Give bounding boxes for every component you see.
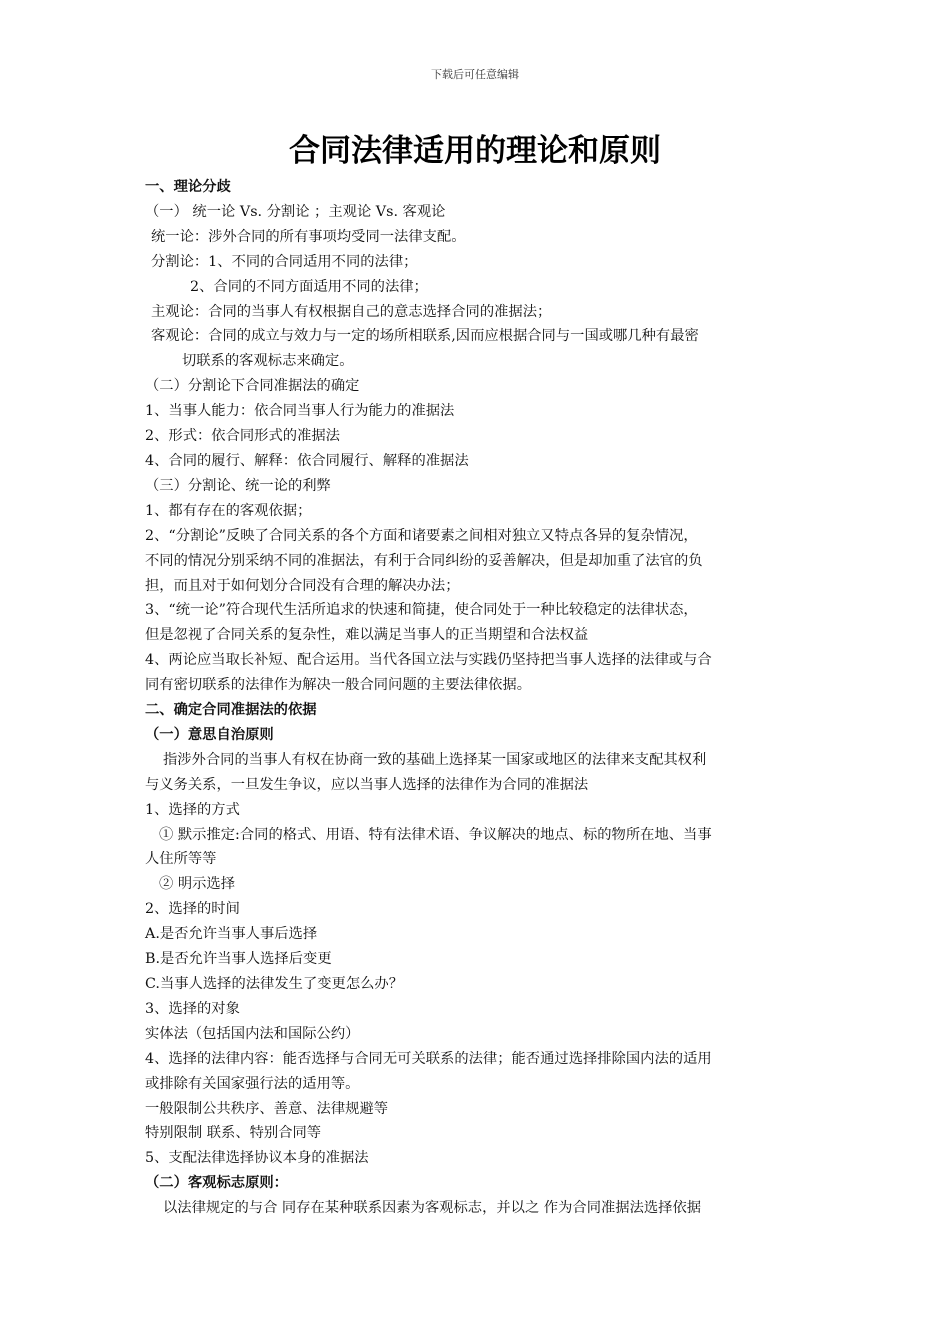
paragraph-line: 5、支配法律选择协议本身的准据法	[145, 1150, 369, 1167]
paragraph-line: 实体法（包括国内法和国际公约）	[145, 1025, 360, 1042]
section-heading-1: 一、理论分歧	[145, 179, 231, 195]
paragraph-line: 1、当事人能力：依合同当事人行为能力的准据法	[145, 403, 455, 420]
paragraph-line: 1、都有存在的客观依据；	[145, 502, 312, 519]
paragraph-line: 3、选择的对象	[145, 1000, 240, 1017]
paragraph-line: 担，而且对于如何划分合同没有合理的解决办法；	[145, 577, 460, 594]
paragraph-line: 主观论：合同的当事人有权根据自己的意志选择合同的准据法；	[151, 303, 552, 320]
paragraph-line: 1、选择的方式	[145, 801, 240, 818]
paragraph-line: 2、形式：依合同形式的准据法	[145, 428, 340, 445]
paragraph-line: 指涉外合同的当事人有权在协商一致的基础上选择某一国家或地区的法律来支配其权利	[163, 751, 707, 768]
paragraph-line: 人住所等等	[145, 851, 217, 868]
paragraph-line: 客观论：合同的成立与效力与一定的场所相联系,因而应根据合同与一国或哪几种有最密	[151, 328, 699, 345]
paragraph-line: 2、选择的时间	[145, 901, 240, 918]
paragraph-line: ② 明示选择	[159, 876, 236, 893]
paragraph-line: ① 默示推定:合同的格式、用语、特有法律术语、争议解决的地点、标的物所在地、当事	[159, 826, 712, 843]
subsection-heading: （三）分割论、统一论的利弊	[145, 477, 331, 494]
paragraph-line: 2、合同的不同方面适用不同的法律；	[190, 278, 428, 295]
paragraph-line: 2、“分割论”反映了合同关系的各个方面和诸要素之间相对独立又特点各异的复杂情况，	[145, 527, 698, 544]
paragraph-line: 或排除有关国家强行法的适用等。	[145, 1075, 360, 1092]
paragraph-line: 以法律规定的与合 同存在某种联系因素为客观标志，并以之 作为合同准据法选择依据	[163, 1200, 702, 1217]
paragraph-line: 3、“统一论”符合现代生活所追求的快速和简捷，使合同处于一种比较稳定的法律状态，	[145, 602, 698, 619]
paragraph-line: 切联系的客观标志来确定。	[182, 353, 354, 370]
paragraph-line: 4、选择的法律内容：能否选择与合同无可关联系的法律；能否通过选择排除国内法的适用	[145, 1050, 712, 1067]
paragraph-line: 统一论：涉外合同的所有事项均受同一法律支配。	[151, 228, 466, 245]
subsection-heading: （二）客观标志原则：	[145, 1175, 288, 1192]
paragraph-line: C.当事人选择的法律发生了变更怎么办？	[145, 976, 404, 992]
subsection-heading: （一）意思自治原则	[145, 726, 274, 743]
paragraph-line: A.是否允许当事人事后选择	[145, 926, 318, 943]
paragraph-line: 同有密切联系的法律作为解决一般合同问题的主要法律依据。	[145, 677, 532, 694]
section-heading-2: 二、确定合同准据法的依据	[145, 702, 317, 719]
paragraph-line: （一） 统一论 Vs. 分割论 ；主观论 Vs. 客观论	[145, 203, 446, 220]
paragraph-line: 特别限制 联系、特别合同等	[145, 1125, 322, 1142]
header-note: 下载后可任意编辑	[431, 68, 519, 81]
paragraph-line: 4、两论应当取长补短、配合运用。当代各国立法与实践仍坚持把当事人选择的法律或与合	[145, 652, 712, 669]
paragraph-line: 与义务关系，一旦发生争议，应以当事人选择的法律作为合同的准据法	[145, 776, 589, 793]
paragraph-line: 分割论：1、不同的合同适用不同的法律；	[151, 253, 418, 270]
paragraph-line: 但是忽视了合同关系的复杂性，难以满足当事人的正当期望和合法权益	[145, 627, 589, 644]
paragraph-line: 不同的情况分别采纳不同的准据法，有利于合同纠纷的妥善解决，但是却加重了法官的负	[145, 552, 703, 569]
document-title: 合同法律适用的理论和原则	[289, 133, 661, 169]
document-body	[145, 175, 810, 1221]
paragraph-line: 4、合同的履行、解释：依合同履行、解释的准据法	[145, 452, 469, 469]
paragraph-line: 一般限制公共秩序、善意、法律规避等	[145, 1100, 389, 1117]
subsection-heading: （二）分割论下合同准据法的确定	[145, 378, 360, 395]
paragraph-line: B.是否允许当事人选择后变更	[145, 951, 332, 968]
